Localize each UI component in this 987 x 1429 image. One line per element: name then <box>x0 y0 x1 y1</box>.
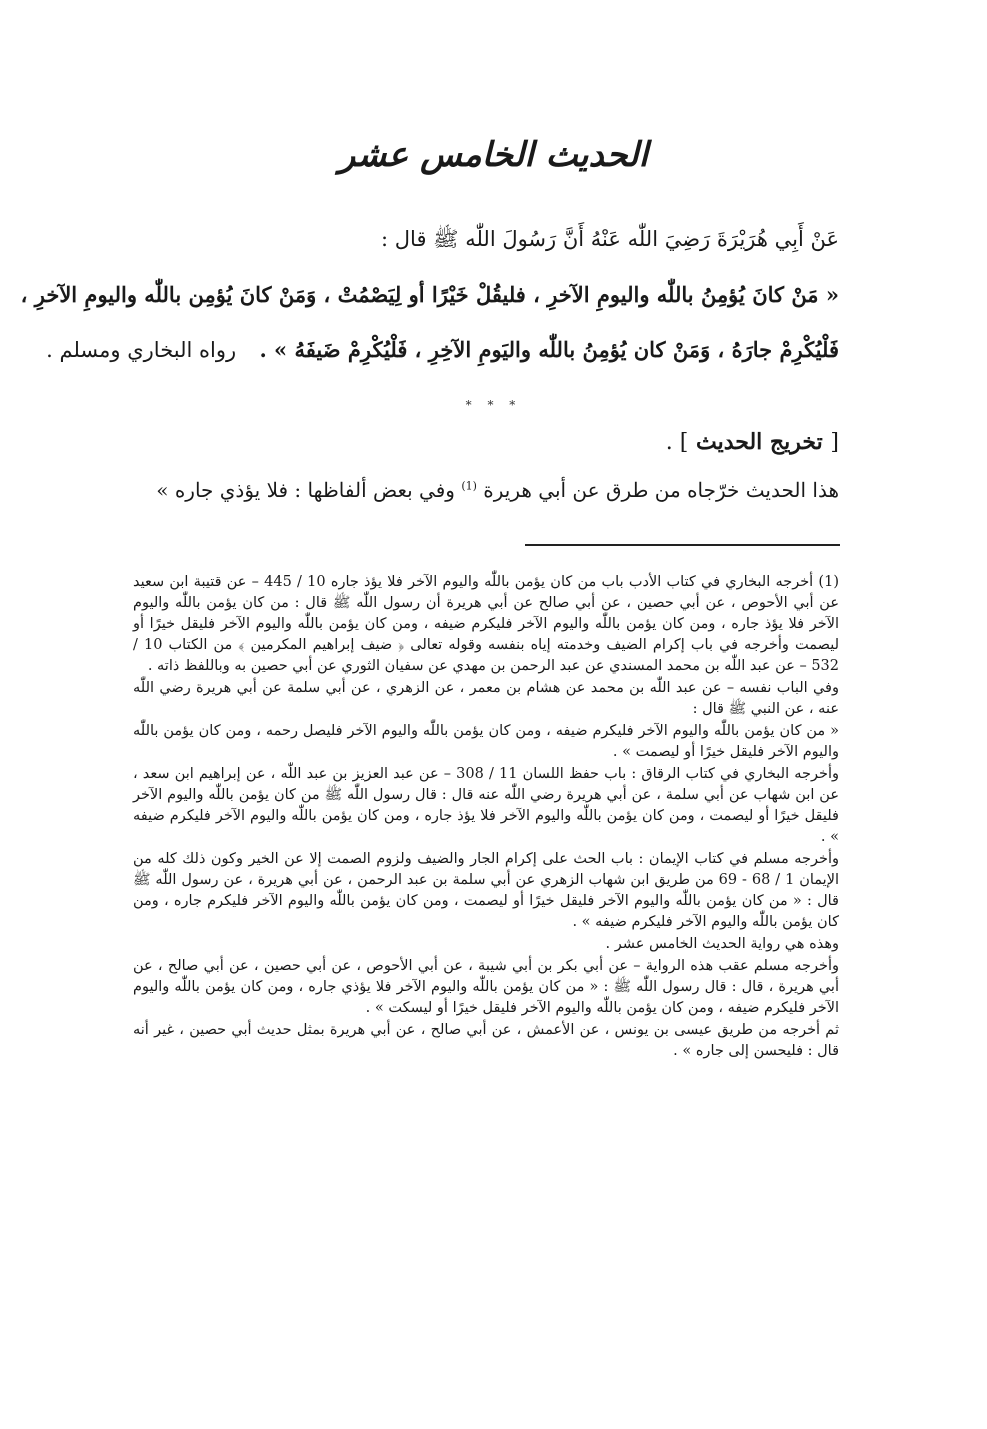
takhrij-paragraph <box>130 478 839 502</box>
hadith-isnad: عَنْ أَبِي هُرَيْرَةَ رَضِيَ اللّٰه عَنْهُ أَنَّ رَسُولَ اللّٰه ﷺ قال : <box>381 227 839 251</box>
hadith-matn-line-2 <box>46 337 839 362</box>
footnote-paragraph: وفي الباب نفسه – عن عبد اللّٰه بن محمد عن هشام بن معمر ، عن الزهري ، عن أبي سلمة عن أبي هريرة رضي اللّٰه عنه ، عن النبي ﷺ قال : <box>133 680 839 717</box>
hadith-matn-line-2-text: فَلْيُكْرِمْ جارَهُ ، وَمَنْ كان يُؤمِنُ باللّٰه واليَومِ الآخِرِ ، فَلْيُكْرِمْ ضَيفَهُ » . <box>259 337 839 362</box>
section-separator: * * * <box>465 398 522 412</box>
footnote-paragraph: ثم أخرجه من طريق عيسى بن يونس ، عن الأعمش ، عن أبي صالح ، عن أبي هريرة بمثل حديث أبي حصين ، غير أنه قال : فليحسن إلى جاره » . <box>133 1022 839 1059</box>
heading-text: تخريج الحديث <box>695 429 823 455</box>
footnote-paragraph: وهذه هي رواية الحديث الخامس عشر . <box>605 936 839 952</box>
footnote-paragraph: « من كان يؤمن باللّٰه واليوم الآخر فليكرم ضيفه ، ومن كان يؤمن باللّٰه واليوم الآخر فليصل رحمه ، ومن كان يؤمن باللّٰه واليوم الآخر فليقل خيرًا أو ليصمت » . <box>133 723 839 760</box>
footnote-paragraph: وأخرجه البخاري في كتاب الرقاق : باب حفظ اللسان 11 / 308 – عن عبد العزيز بن عبد اللّٰه ، عن إبراهيم ابن سعد ، عن ابن شهاب عن أبي سلمة ، عن أبي هريرة رضي اللّٰه عنه قال : قال رسول اللّٰه ﷺ من كان يؤمن باللّٰه واليوم الآخر فليقل خيرًا أو ليصمت ، ومن كان يؤمن باللّٰه واليوم الآخر فلا يؤذ جاره ، ومن كان يؤمن باللّٰه واليوم الآخر فليكرم ضيفه » . <box>133 766 839 845</box>
footnote-paragraph: وأخرجه مسلم عقب هذه الرواية – عن أبي بكر بن أبي شيبة ، عن أبي الأحوص ، عن أبي حصين ، عن أبي صالح ، عن أبي هريرة ، قال : قال رسول اللّٰه ﷺ : « من كان يؤمن باللّٰه واليوم الآخر فلا يؤذي جاره ، ومن كان يؤمن باللّٰه واليوم الآخر فليكرم ضيفه ، ومن كان يؤمن باللّٰه واليوم الآخر فليقل خيرًا أو ليسكت » . <box>133 958 839 1016</box>
heading-open-bracket: [ <box>830 430 839 455</box>
footnote-paragraph: (1) أخرجه البخاري في كتاب الأدب باب من كان يؤمن باللّٰه واليوم الآخر فلا يؤذ جاره 10 / 445 – عن قتيبة ابن سعيد عن أبي الأحوص ، عن أبي حصين ، عن أبي صالح عن أبي هريرة أن رسول اللّٰه ﷺ قال : من كان يؤمن باللّٰه واليوم الآخر فلا يؤذ جاره ، ومن كان يؤمن باللّٰه واليوم الآخر فليكرم ضيفه ، ومن كان يؤمن باللّٰه واليوم الآخر فليقل خيرًا أو ليصمت وأخرجه في باب إكرام الضيف وخدمته إياه بنفسه وقوله تعالى ﴿ ضيف إبراهيم المكرمين ﴾ من الكتاب 10 / 532 – عن عبد اللّٰه بن محمد المسندي عن عبد الرحمن بن مهدي عن سفيان الثوري عن أبي حصين به وباللفظ ذاته . <box>133 574 839 674</box>
footnote-divider <box>525 544 840 546</box>
heading-close-bracket: ] . <box>665 430 689 455</box>
footnote-paragraph: وأخرجه مسلم في كتاب الإيمان : باب الحث على إكرام الجار والضيف ولزوم الصمت إلا عن الخير وكون ذلك كله من الإيمان 1 / 68 - 69 من طريق ابن شهاب الزهري عن أبي سلمة بن عبد الرحمن ، عن أبي هريرة ، عن رسول اللّٰه ﷺ قال : « من كان يؤمن باللّٰه واليوم الآخر فليقل خيرًا أو ليصمت ، ومن كان يؤمن باللّٰه واليوم الآخر فليكرم جاره ، ومن كان يؤمن باللّٰه واليوم الآخر فليكرم ضيفه » . <box>133 851 839 930</box>
chapter-title: الحديث الخامس عشر <box>338 135 649 175</box>
section-heading <box>666 429 839 455</box>
hadith-narration: رواه البخاري ومسلم . <box>46 338 237 362</box>
footnote-reference[interactable]: (1) <box>461 479 477 493</box>
footnotes <box>133 572 839 1062</box>
takhrij-text-before: هذا الحديث خرّجاه من طرق عن أبي هريرة <box>483 478 839 502</box>
hadith-matn-line-1: « مَنْ كانَ يُؤمِنُ باللّٰه واليومِ الآخرِ ، فليقُلْ خَيْرًا أو لِيَصْمُتْ ، وَمَنْ كانَ يُؤمِن باللّٰه واليومِ الآخرِ ، <box>20 282 839 307</box>
takhrij-text-after: وفي بعض ألفاظها : فلا يؤذي جاره » <box>156 478 455 502</box>
